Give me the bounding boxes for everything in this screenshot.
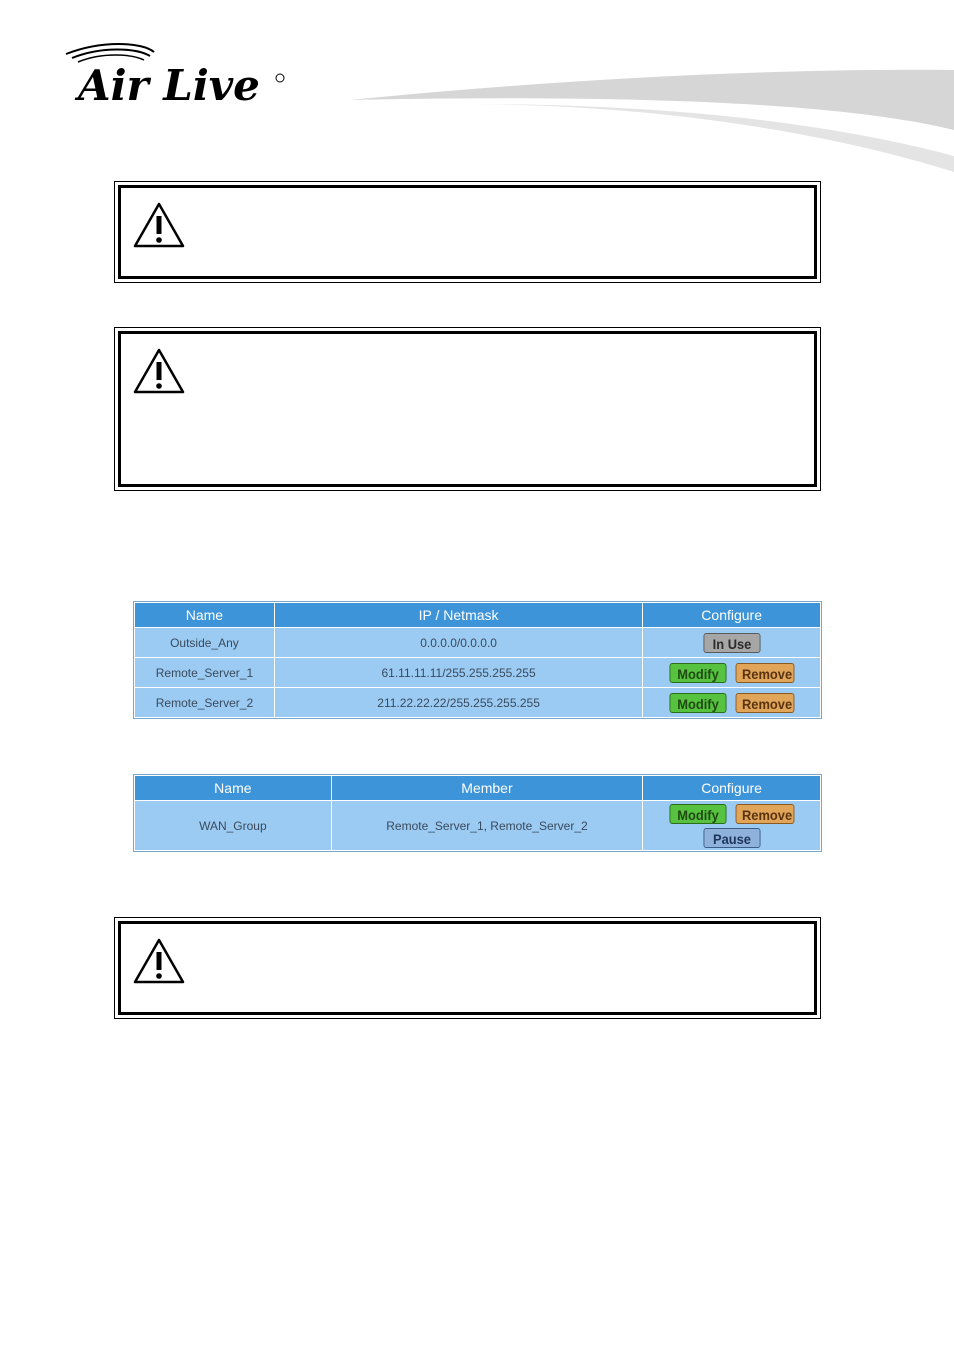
configure-cell (643, 628, 821, 658)
warning-triangle-icon (132, 201, 186, 249)
address-ip: 61.11.11.11/255.255.255.255 (274, 658, 642, 688)
column-header-name: Name (135, 776, 332, 801)
table-header-row (135, 603, 821, 628)
address-name: Outside_Any (135, 628, 275, 658)
table-row (135, 628, 821, 658)
group-name: WAN_Group (135, 801, 332, 851)
configure-cell (643, 688, 821, 718)
warning-triangle-icon (132, 347, 186, 395)
remove-button[interactable]: Remove (735, 663, 794, 683)
remove-button[interactable]: Remove (735, 804, 794, 824)
table-row (135, 801, 821, 851)
group-table (134, 775, 821, 851)
warning-triangle-icon (132, 937, 186, 985)
modify-button[interactable]: Modify (669, 804, 726, 824)
modify-button[interactable]: Modify (669, 693, 726, 713)
address-ip: 0.0.0.0/0.0.0.0 (274, 628, 642, 658)
address-table (134, 602, 821, 718)
svg-text:Air Live: Air Live (78, 61, 260, 110)
address-name: Remote_Server_2 (135, 688, 275, 718)
warning-note-3 (114, 917, 821, 1019)
modify-button[interactable]: Modify (669, 663, 726, 683)
column-header-configure: Configure (643, 776, 821, 801)
header-swoosh (350, 60, 954, 180)
warning-note-1 (114, 181, 821, 283)
in-use-button[interactable]: In Use (703, 633, 760, 653)
column-header-configure: Configure (643, 603, 821, 628)
remove-button[interactable]: Remove (735, 693, 794, 713)
column-header-ip: IP / Netmask (274, 603, 642, 628)
column-header-member: Member (331, 776, 643, 801)
table-row (135, 658, 821, 688)
configure-cell (643, 658, 821, 688)
configure-cell (643, 801, 821, 851)
table-header-row (135, 776, 821, 801)
table-row (135, 688, 821, 718)
group-member: Remote_Server_1, Remote_Server_2 (331, 801, 643, 851)
address-name: Remote_Server_1 (135, 658, 275, 688)
airlive-logo (62, 40, 302, 110)
column-header-name: Name (135, 603, 275, 628)
pause-button[interactable]: Pause (703, 828, 760, 848)
warning-note-2 (114, 327, 821, 491)
address-ip: 211.22.22.22/255.255.255.255 (274, 688, 642, 718)
